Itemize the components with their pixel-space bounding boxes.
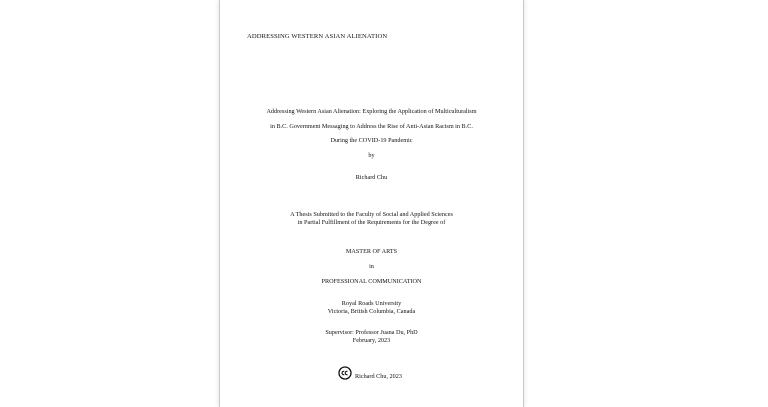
by-label: by (368, 152, 375, 159)
field-of-study: PROFESSIONAL COMMUNICATION (321, 278, 422, 285)
author-name: Richard Chu (355, 174, 388, 181)
submission-line-2: in Partial Fulfillment of the Requirements for the Degree of (297, 219, 446, 226)
title-line-1: Addressing Western Asian Alienation: Exploring the Application of Multiculturalism (266, 108, 477, 115)
submission-line-1: A Thesis Submitted to the Faculty of Social and Applied Sciences (290, 211, 453, 218)
title-line-2: in B.C. Government Messaging to Address the Rise of Anti-Asian Racism in B.C. (270, 123, 473, 130)
creative-commons-icon (338, 366, 352, 380)
copyright-notice: Richard Chu, 2023 (355, 373, 402, 380)
institution-name: Royal Roads University (341, 300, 402, 307)
supervisor: Supervisor: Professor Juana Du, PhD (325, 329, 418, 336)
submission-date: February, 2023 (352, 337, 391, 344)
in-label: in (369, 263, 374, 270)
running-head: ADDRESSING WESTERN ASIAN ALIENATION (247, 33, 388, 40)
title-line-3: During the COVID-19 Pandemic (330, 137, 413, 144)
institution-location: Victoria, British Columbia, Canada (327, 308, 416, 315)
degree: MASTER OF ARTS (345, 248, 398, 255)
document-page (219, 0, 524, 407)
